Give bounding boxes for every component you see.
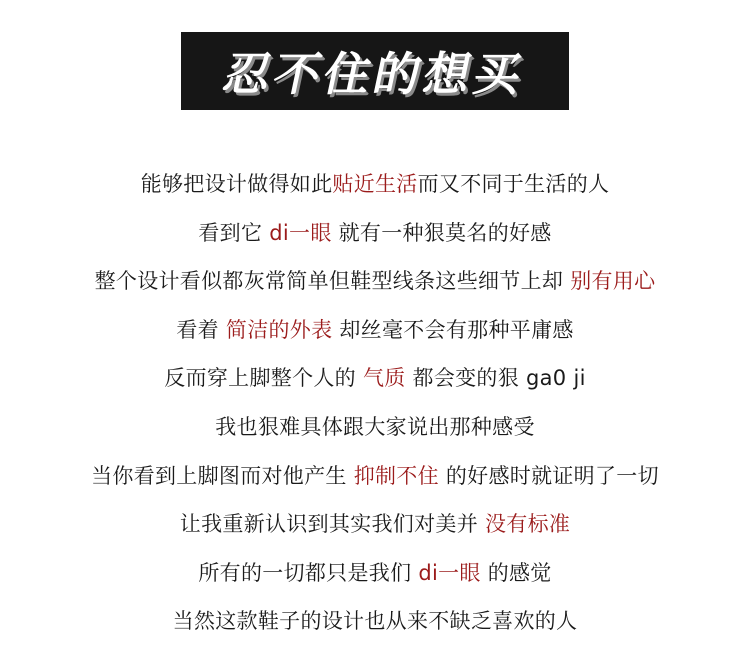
page-title: 忍不住的想买: [218, 47, 531, 101]
highlight-text: 简洁的外表: [225, 317, 333, 342]
line-text: 都会变的狠 ga0 ji: [405, 366, 586, 391]
line-text: 看着: [176, 317, 226, 342]
line-text: 让我重新认识到其实我们对美并: [179, 512, 485, 537]
highlight-text: di一眼: [418, 560, 481, 585]
text-line: [0, 354, 750, 403]
line-text: 所有的一切都只是我们: [198, 560, 419, 585]
line-text: 的感觉: [480, 560, 552, 585]
text-line: [0, 160, 750, 209]
line-text: 却丝毫不会有那种平庸感: [332, 317, 574, 342]
text-line: [0, 257, 750, 306]
line-text: 当然这款鞋子的设计也从来不缺乏喜欢的人: [172, 609, 578, 634]
text-line: [0, 403, 750, 452]
text-line: [0, 549, 750, 598]
highlight-text: di一眼: [269, 220, 332, 245]
line-text: 的好感时就证明了一切: [438, 463, 659, 488]
text-line: [0, 597, 750, 646]
line-text: 就有一种狠莫名的好感: [331, 220, 552, 245]
line-text: 当你看到上脚图而对他产生: [91, 463, 354, 488]
line-text: 反而穿上脚整个人的: [164, 366, 363, 391]
line-text: 看到它: [198, 220, 270, 245]
highlight-text: 没有标准: [484, 512, 571, 537]
highlight-text: 贴近生活: [332, 172, 418, 196]
highlight-text: 抑制不住: [353, 463, 439, 488]
highlight-text: 气质: [362, 366, 406, 391]
text-line: [0, 452, 750, 501]
highlight-text: 别有用心: [570, 269, 656, 294]
line-text: 而又不同于生活的人: [417, 172, 610, 196]
line-text: 能够把设计做得如此: [140, 172, 333, 196]
line-text: 整个设计看似都灰常简单但鞋型线条这些细节上却: [94, 269, 571, 294]
text-line: [0, 209, 750, 258]
text-line: [0, 306, 750, 355]
title-banner: [181, 32, 569, 110]
line-text: 我也狠难具体跟大家说出那种感受: [215, 414, 535, 439]
text-line: [0, 500, 750, 549]
text-lines: [0, 160, 750, 646]
